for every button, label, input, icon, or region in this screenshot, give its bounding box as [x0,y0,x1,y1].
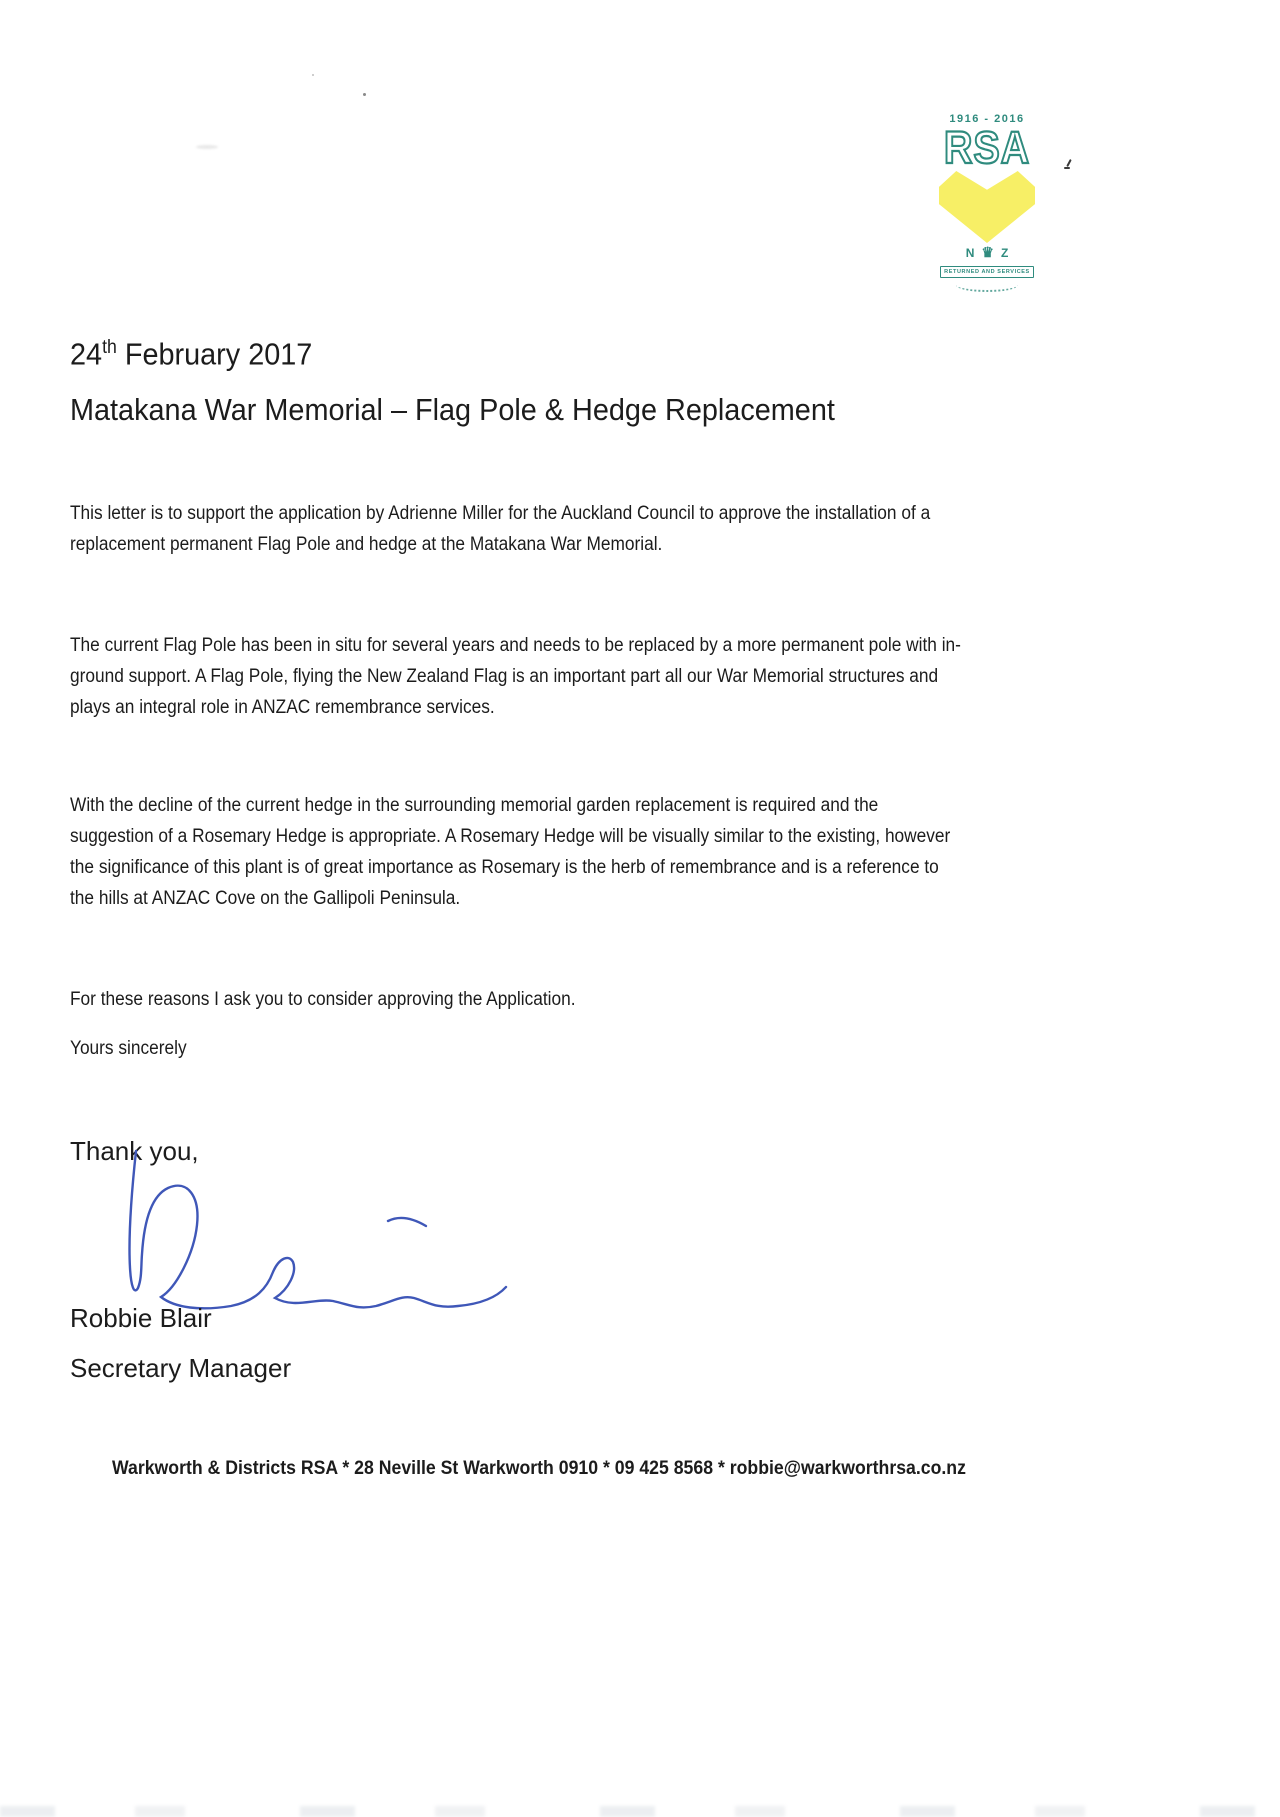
paragraph-line: plays an integral role in ANZAC remembrance services. [70,697,495,718]
paragraph-line: For these reasons I ask you to consider approving the Application. [70,989,576,1010]
scan-edge-smudge [0,1806,1280,1817]
letter-date [70,330,312,372]
date-day: 24 [70,336,103,372]
signature-dash-stroke [388,1218,426,1226]
heart-icon [939,171,1035,243]
paragraph-line: The current Flag Pole has been in situ for several years and needs to be replaced by a more permanent pole with in- [70,635,961,656]
date-ordinal: th [102,337,117,358]
closing-line: Yours sincerely [70,1038,187,1059]
scan-speck [1066,159,1072,167]
logo-ribbon-arc [956,278,1018,292]
signature-stroke [129,1151,506,1308]
thank-you-line: Thank you, [70,1136,199,1166]
scan-speck [312,74,314,76]
paragraph-line: ground support. A Flag Pole, flying the New Zealand Flag is an important part all our War Memorial structures and [70,666,939,687]
rsa-logo-acronym: RSA [943,122,1031,173]
paragraph-1 [70,498,930,560]
paragraph-2 [70,630,961,723]
crown-icon: ♛ [981,243,994,260]
scan-smudge [196,145,218,149]
scan-speck [363,93,366,96]
logo-letter-n: N [965,245,975,260]
paragraph-line: the significance of this plant is of great importance as Rosemary is the herb of remembrance and is a reference to [70,857,939,878]
footer-contact-line: Warkworth & Districts RSA * 28 Neville St Warkworth 0910 * 09 425 8568 * robbie@warkworthrsa.co.nz [112,1458,966,1479]
logo-banner-label: RETURNED AND SERVICES [940,266,1034,278]
signatory-title: Secretary Manager [70,1353,292,1383]
paragraph-line: This letter is to support the application by Adrienne Miller for the Auckland Council to approve the installation of a [70,503,931,524]
handwritten-signature [105,1148,525,1323]
paragraph-4 [70,984,576,1015]
logo-banner-wrap [929,260,1045,278]
logo-letter-z: Z [1000,245,1009,260]
paragraph-line: replacement permanent Flag Pole and hedge at the Matakana War Memorial. [70,534,663,555]
date-rest: February 2017 [116,336,313,372]
scan-speck [1064,167,1070,169]
paragraph-line: With the decline of the current hedge in the surrounding memorial garden replacement is required and the [70,795,879,816]
rsa-logo [929,112,1045,292]
signatory-name: Robbie Blair [70,1303,212,1333]
subject-line: Matakana War Memorial – Flag Pole & Hedge Replacement [70,392,835,427]
paragraph-line: the hills at ANZAC Cove on the Gallipoli Peninsula. [70,888,461,909]
paragraph-3 [70,790,950,914]
logo-years-label: 1916 - 2016 [949,113,1025,125]
logo-crown-row [929,245,1045,260]
paragraph-line: suggestion of a Rosemary Hedge is appropriate. A Rosemary Hedge will be visually similar to the existing, however [70,826,951,847]
